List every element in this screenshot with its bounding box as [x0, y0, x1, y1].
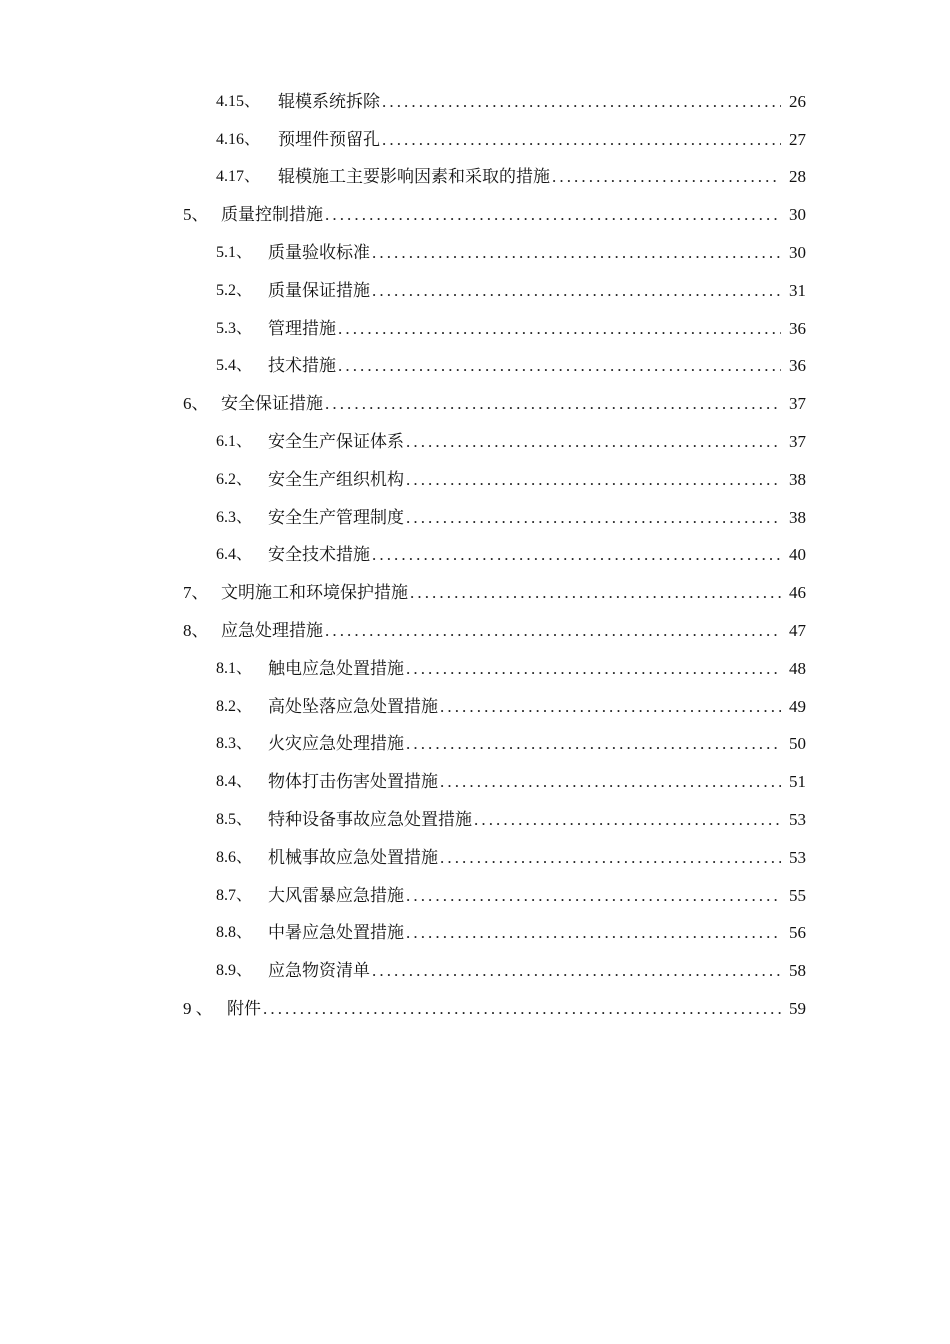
toc-entry-number: 5.1、: [216, 244, 253, 262]
toc-dot-leader: [372, 281, 781, 301]
toc-entry-6-1[interactable]: [0, 423, 950, 461]
toc-entry-title: 应急处理措施: [221, 621, 323, 641]
toc-entry-page: 36: [789, 356, 806, 376]
toc-dot-leader: [406, 659, 781, 679]
toc-dot-leader: [440, 697, 781, 717]
toc-entry-title: 质量控制措施: [221, 205, 323, 225]
toc-entry-page: 38: [789, 507, 806, 527]
toc-entry-5-2[interactable]: [0, 272, 950, 310]
toc-dot-leader: [382, 130, 781, 150]
toc-entry-page: 36: [789, 318, 806, 338]
toc-entry-5-1[interactable]: [0, 234, 950, 272]
toc-entry-title: 应急物资清单: [268, 961, 370, 981]
toc-entry-9[interactable]: [0, 990, 950, 1028]
toc-entry-title: 安全生产组织机构: [268, 469, 404, 489]
toc-entry-number: 6.3、: [216, 508, 253, 526]
toc-dot-leader: [406, 886, 781, 906]
toc-entry-title: 辊模系统拆除: [278, 91, 380, 111]
toc-entry-8-5[interactable]: [0, 801, 950, 839]
toc-entry-page: 37: [789, 394, 806, 414]
toc-entry-number: 8.6、: [216, 848, 253, 866]
toc-dot-leader: [440, 848, 781, 868]
toc-entry-number: 8.1、: [216, 659, 253, 677]
toc-entry-number: 8.9、: [216, 962, 253, 980]
toc-dot-leader: [382, 92, 781, 112]
toc-entry-page: 47: [789, 621, 806, 641]
toc-entry-title: 火灾应急处理措施: [268, 734, 404, 754]
toc-entry-number: 6.1、: [216, 433, 253, 451]
toc-entry-page: 49: [789, 696, 806, 716]
toc-entry-8-7[interactable]: [0, 877, 950, 915]
toc-entry-page: 48: [789, 658, 806, 678]
toc-dot-leader: [325, 621, 781, 641]
toc-entry-title: 中暑应急处置措施: [268, 923, 404, 943]
toc-entry-number: 8.8、: [216, 924, 253, 942]
toc-entry-title: 质量验收标准: [268, 243, 370, 263]
toc-entry-number: 5、: [183, 205, 209, 225]
toc-entry-page: 59: [789, 999, 806, 1019]
toc-dot-leader: [440, 772, 781, 792]
toc-entry-page: 53: [789, 810, 806, 830]
toc-entry-5-3[interactable]: [0, 310, 950, 348]
toc-entry-title: 安全技术措施: [268, 545, 370, 565]
toc-entry-title: 触电应急处置措施: [268, 658, 404, 678]
toc-dot-leader: [410, 583, 781, 603]
toc-entry-title: 物体打击伤害处置措施: [268, 772, 438, 792]
toc-entry-page: 37: [789, 432, 806, 452]
toc-entry-title: 质量保证措施: [268, 280, 370, 300]
toc-dot-leader: [406, 470, 781, 490]
toc-dot-leader: [406, 923, 781, 943]
toc-entry-page: 50: [789, 734, 806, 754]
toc-entry-page: 28: [789, 167, 806, 187]
toc-entry-number: 8.7、: [216, 886, 253, 904]
toc-entry-4-15[interactable]: [0, 83, 950, 121]
toc-entry-number: 8.5、: [216, 811, 253, 829]
toc-entry-5-4[interactable]: [0, 348, 950, 386]
toc-dot-leader: [372, 545, 781, 565]
toc-dot-leader: [325, 394, 781, 414]
toc-entry-6-2[interactable]: [0, 461, 950, 499]
toc-entry-page: 58: [789, 961, 806, 981]
toc-entry-number: 5.3、: [216, 319, 253, 337]
toc-entry-title: 机械事故应急处置措施: [268, 847, 438, 867]
toc-entry-page: 55: [789, 885, 806, 905]
toc-entry-title: 特种设备事故应急处置措施: [268, 810, 472, 830]
toc-entry-8-8[interactable]: [0, 915, 950, 953]
toc-dot-leader: [406, 432, 781, 452]
toc-entry-number: 6.4、: [216, 546, 253, 564]
toc-entry-number: 8、: [183, 621, 209, 641]
toc-entry-number: 6、: [183, 394, 209, 414]
toc-dot-leader: [372, 961, 781, 981]
toc-entry-page: 51: [789, 772, 806, 792]
toc-dot-leader: [474, 810, 781, 830]
toc-entry-6-3[interactable]: [0, 499, 950, 537]
toc-entry-8-3[interactable]: [0, 726, 950, 764]
toc-dot-leader: [338, 356, 781, 376]
toc-entry-page: 53: [789, 847, 806, 867]
toc-entry-number: 4.17、: [216, 168, 261, 186]
toc-entry-number: 5.2、: [216, 281, 253, 299]
toc-entry-6[interactable]: [0, 385, 950, 423]
toc-entry-6-4[interactable]: [0, 537, 950, 575]
toc-entry-number: 6.2、: [216, 470, 253, 488]
toc-entry-number: 4.15、: [216, 92, 261, 110]
toc-entry-number: 8.4、: [216, 773, 253, 791]
toc-entry-8-2[interactable]: [0, 688, 950, 726]
toc-entry-page: 56: [789, 923, 806, 943]
toc-dot-leader: [338, 319, 781, 339]
toc-entry-page: 31: [789, 280, 806, 300]
toc-entry-8-1[interactable]: [0, 650, 950, 688]
toc-entry-title: 文明施工和环境保护措施: [221, 583, 408, 603]
toc-dot-leader: [263, 999, 781, 1019]
toc-entry-title: 辊模施工主要影响因素和采取的措施: [278, 167, 550, 187]
toc-dot-leader: [406, 508, 781, 528]
table-of-contents: [0, 83, 950, 1028]
toc-dot-leader: [552, 167, 781, 187]
toc-dot-leader: [406, 734, 781, 754]
toc-entry-8[interactable]: [0, 612, 950, 650]
toc-entry-number: 5.4、: [216, 357, 253, 375]
toc-entry-number: 8.2、: [216, 697, 253, 715]
toc-entry-7[interactable]: [0, 574, 950, 612]
toc-entry-4-17[interactable]: [0, 159, 950, 197]
toc-entry-page: 40: [789, 545, 806, 565]
toc-entry-title: 管理措施: [268, 318, 336, 338]
toc-entry-8-4[interactable]: [0, 763, 950, 801]
toc-entry-title: 高处坠落应急处置措施: [268, 696, 438, 716]
toc-dot-leader: [325, 205, 781, 225]
toc-entry-8-6[interactable]: [0, 839, 950, 877]
toc-entry-page: 27: [789, 129, 806, 149]
toc-entry-title: 安全保证措施: [221, 394, 323, 414]
toc-entry-page: 46: [789, 583, 806, 603]
toc-entry-number: 8.3、: [216, 735, 253, 753]
toc-entry-title: 安全生产管理制度: [268, 507, 404, 527]
toc-entry-4-16[interactable]: [0, 121, 950, 159]
toc-entry-5[interactable]: [0, 196, 950, 234]
toc-entry-page: 38: [789, 469, 806, 489]
toc-entry-title: 预埋件预留孔: [278, 129, 380, 149]
toc-entry-title: 技术措施: [268, 356, 336, 376]
toc-entry-title: 大风雷暴应急措施: [268, 885, 404, 905]
toc-entry-title: 附件: [227, 999, 261, 1019]
toc-dot-leader: [372, 243, 781, 263]
toc-entry-title: 安全生产保证体系: [268, 432, 404, 452]
toc-entry-page: 26: [789, 91, 806, 111]
toc-entry-number: 9 、: [183, 999, 213, 1019]
toc-entry-page: 30: [789, 205, 806, 225]
toc-entry-8-9[interactable]: [0, 952, 950, 990]
toc-entry-number: 7、: [183, 583, 209, 603]
toc-entry-page: 30: [789, 243, 806, 263]
toc-entry-number: 4.16、: [216, 130, 261, 148]
